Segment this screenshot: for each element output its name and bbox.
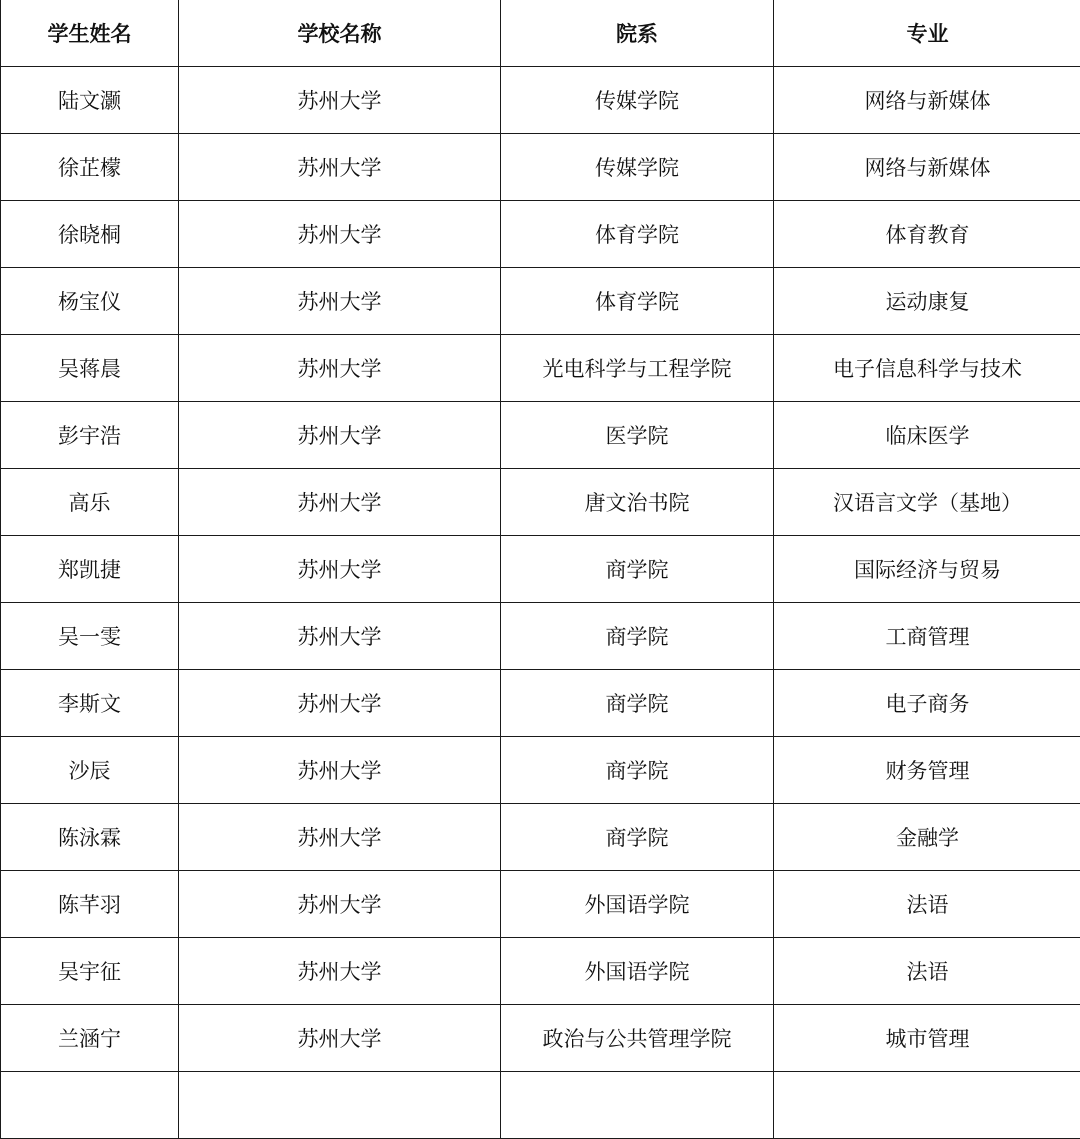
cell-student-name: 陈芊羽 — [1, 871, 179, 938]
cell-major: 电子信息科学与技术 — [774, 335, 1080, 402]
cell-department: 光电科学与工程学院 — [501, 335, 774, 402]
cell-school-name: 苏州大学 — [179, 469, 501, 536]
table-row — [1, 1072, 1080, 1139]
cell-major: 财务管理 — [774, 737, 1080, 804]
table-row — [1, 201, 1080, 268]
cell-school-name: 苏州大学 — [179, 67, 501, 134]
cell-major: 工商管理 — [774, 603, 1080, 670]
table-row — [1, 938, 1080, 1005]
table-row — [1, 737, 1080, 804]
table-row — [1, 134, 1080, 201]
cell-student-name: 杨宝仪 — [1, 268, 179, 335]
cell-major — [774, 1072, 1080, 1139]
cell-department: 医学院 — [501, 402, 774, 469]
cell-major: 金融学 — [774, 804, 1080, 871]
table-row — [1, 603, 1080, 670]
cell-student-name: 李斯文 — [1, 670, 179, 737]
cell-department: 外国语学院 — [501, 938, 774, 1005]
cell-department: 唐文治书院 — [501, 469, 774, 536]
cell-major: 法语 — [774, 938, 1080, 1005]
header-department: 院系 — [501, 0, 774, 67]
cell-student-name: 吴宇征 — [1, 938, 179, 1005]
cell-student-name: 吴一雯 — [1, 603, 179, 670]
cell-major: 汉语言文学（基地） — [774, 469, 1080, 536]
cell-department: 体育学院 — [501, 268, 774, 335]
cell-department: 商学院 — [501, 804, 774, 871]
table-row — [1, 670, 1080, 737]
header-major: 专业 — [774, 0, 1080, 67]
cell-major: 运动康复 — [774, 268, 1080, 335]
header-row — [1, 0, 1080, 67]
cell-department: 商学院 — [501, 536, 774, 603]
cell-department: 体育学院 — [501, 201, 774, 268]
cell-school-name: 苏州大学 — [179, 402, 501, 469]
table-row — [1, 871, 1080, 938]
table-header — [1, 0, 1080, 67]
cell-student-name: 高乐 — [1, 469, 179, 536]
table-row — [1, 335, 1080, 402]
cell-school-name: 苏州大学 — [179, 1005, 501, 1072]
cell-department: 政治与公共管理学院 — [501, 1005, 774, 1072]
cell-school-name: 苏州大学 — [179, 603, 501, 670]
table-row — [1, 268, 1080, 335]
table-row — [1, 402, 1080, 469]
cell-student-name: 彭宇浩 — [1, 402, 179, 469]
cell-major: 临床医学 — [774, 402, 1080, 469]
cell-department: 商学院 — [501, 737, 774, 804]
cell-student-name: 沙辰 — [1, 737, 179, 804]
cell-major: 网络与新媒体 — [774, 67, 1080, 134]
cell-school-name — [179, 1072, 501, 1139]
table-row — [1, 67, 1080, 134]
cell-school-name: 苏州大学 — [179, 335, 501, 402]
cell-major: 电子商务 — [774, 670, 1080, 737]
cell-department: 商学院 — [501, 603, 774, 670]
cell-student-name: 陈泳霖 — [1, 804, 179, 871]
table-row — [1, 536, 1080, 603]
cell-major: 国际经济与贸易 — [774, 536, 1080, 603]
header-student-name: 学生姓名 — [1, 0, 179, 67]
cell-school-name: 苏州大学 — [179, 871, 501, 938]
cell-school-name: 苏州大学 — [179, 134, 501, 201]
cell-student-name: 郑凯捷 — [1, 536, 179, 603]
cell-student-name: 兰涵宁 — [1, 1005, 179, 1072]
cell-student-name — [1, 1072, 179, 1139]
cell-student-name: 徐芷檬 — [1, 134, 179, 201]
cell-student-name: 徐晓桐 — [1, 201, 179, 268]
cell-school-name: 苏州大学 — [179, 804, 501, 871]
table-row — [1, 469, 1080, 536]
cell-school-name: 苏州大学 — [179, 938, 501, 1005]
cell-major: 体育教育 — [774, 201, 1080, 268]
cell-major: 城市管理 — [774, 1005, 1080, 1072]
cell-department: 商学院 — [501, 670, 774, 737]
cell-department: 外国语学院 — [501, 871, 774, 938]
cell-school-name: 苏州大学 — [179, 670, 501, 737]
table-row — [1, 1005, 1080, 1072]
cell-major: 法语 — [774, 871, 1080, 938]
cell-student-name: 吴蒋晨 — [1, 335, 179, 402]
table-body — [1, 67, 1080, 1139]
cell-school-name: 苏州大学 — [179, 737, 501, 804]
table-row — [1, 804, 1080, 871]
cell-major: 网络与新媒体 — [774, 134, 1080, 201]
cell-department — [501, 1072, 774, 1139]
cell-department: 传媒学院 — [501, 134, 774, 201]
cell-school-name: 苏州大学 — [179, 536, 501, 603]
header-school-name: 学校名称 — [179, 0, 501, 67]
cell-school-name: 苏州大学 — [179, 268, 501, 335]
cell-school-name: 苏州大学 — [179, 201, 501, 268]
cell-student-name: 陆文灏 — [1, 67, 179, 134]
cell-department: 传媒学院 — [501, 67, 774, 134]
